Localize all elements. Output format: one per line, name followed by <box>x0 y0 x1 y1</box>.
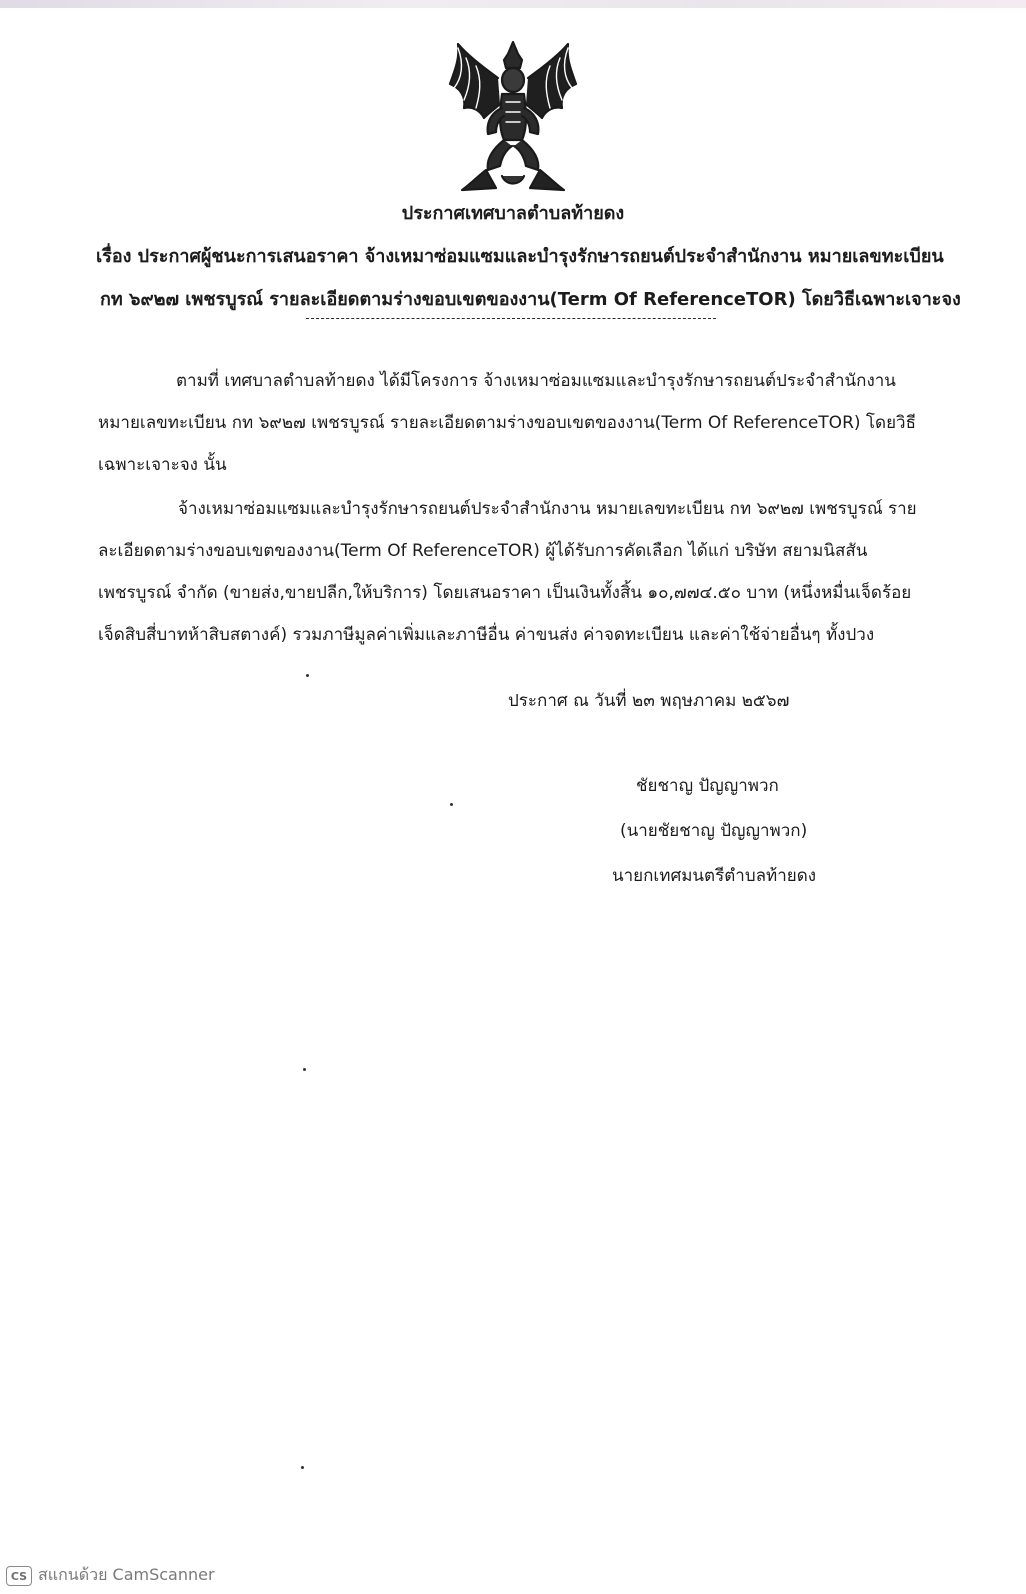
printed-name: (นายชัยชาญ ปัญญาพวก) <box>620 821 808 841</box>
paragraph-1-line-3: เฉพาะเจาะจง นั้น <box>98 455 227 475</box>
subject-line-2: กท ๖๙๒๗ เพชรบูรณ์ รายละเอียดตามร่างขอบเขตของงาน(Term Of ReferenceTOR) โดยวิธีเฉพาะเจาะจง <box>100 289 961 310</box>
signed-name: ชัยชาญ ปัญญาพวก <box>636 776 779 796</box>
paragraph-1-line-2: หมายเลขทะเบียน กท ๖๙๒๗ เพชรบูรณ์ รายละเอียดตามร่างขอบเขตของงาน(Term Of ReferenceTOR) โดยวิธี <box>98 413 916 433</box>
subject-line-1: เรื่อง ประกาศผู้ชนะการเสนอราคา จ้างเหมาซ่อมแซมและบำรุงรักษารถยนต์ประจำสำนักงาน หมายเลขทะเบียน <box>96 246 944 267</box>
dashed-separator <box>306 318 716 319</box>
scan-speck <box>306 674 309 677</box>
camscanner-watermark <box>6 1563 215 1588</box>
declaration-date: ประกาศ ณ วันที่ ๒๓ พฤษภาคม ๒๕๖๗ <box>508 691 790 711</box>
garuda-emblem-icon <box>446 38 580 194</box>
signer-position: นายกเทศมนตรีตำบลท้ายดง <box>612 866 817 886</box>
scan-top-edge <box>0 0 1026 8</box>
paragraph-2-line-1: จ้างเหมาซ่อมแซมและบำรุงรักษารถยนต์ประจำสำนักงาน หมายเลขทะเบียน กท ๖๙๒๗ เพชรบูรณ์ ราย <box>178 499 917 519</box>
camscanner-text: สแกนด้วย CamScanner <box>38 1565 215 1584</box>
paragraph-2-line-4: เจ็ดสิบสี่บาทห้าสิบสตางค์) รวมภาษีมูลค่าเพิ่มและภาษีอื่น ค่าขนส่ง ค่าจดทะเบียน และค่าใช้จ่ายอื่นๆ ทั้งปวง <box>98 625 875 645</box>
camscanner-logo-icon: CS <box>6 1566 32 1586</box>
paragraph-2-line-3: เพชรบูรณ์ จำกัด (ขายส่ง,ขายปลีก,ให้บริการ) โดยเสนอราคา เป็นเงินทั้งสิ้น ๑๐,๗๗๔.๕๐ บาท (หนึ่งหมื่นเจ็ดร้อย <box>98 583 912 603</box>
scan-speck <box>450 803 453 806</box>
paragraph-1-line-1: ตามที่ เทศบาลตำบลท้ายดง ได้มีโครงการ จ้างเหมาซ่อมแซมและบำรุงรักษารถยนต์ประจำสำนักงาน <box>176 371 896 391</box>
scan-speck <box>301 1466 304 1469</box>
paragraph-2-line-2: ละเอียดตามร่างขอบเขตของงาน(Term Of ReferenceTOR) ผู้ได้รับการคัดเลือก ได้แก่ บริษัท สยามนิสสัน <box>98 541 868 561</box>
scan-speck <box>303 1068 306 1071</box>
document-title: ประกาศเทศบาลตำบลท้ายดง <box>401 203 625 224</box>
